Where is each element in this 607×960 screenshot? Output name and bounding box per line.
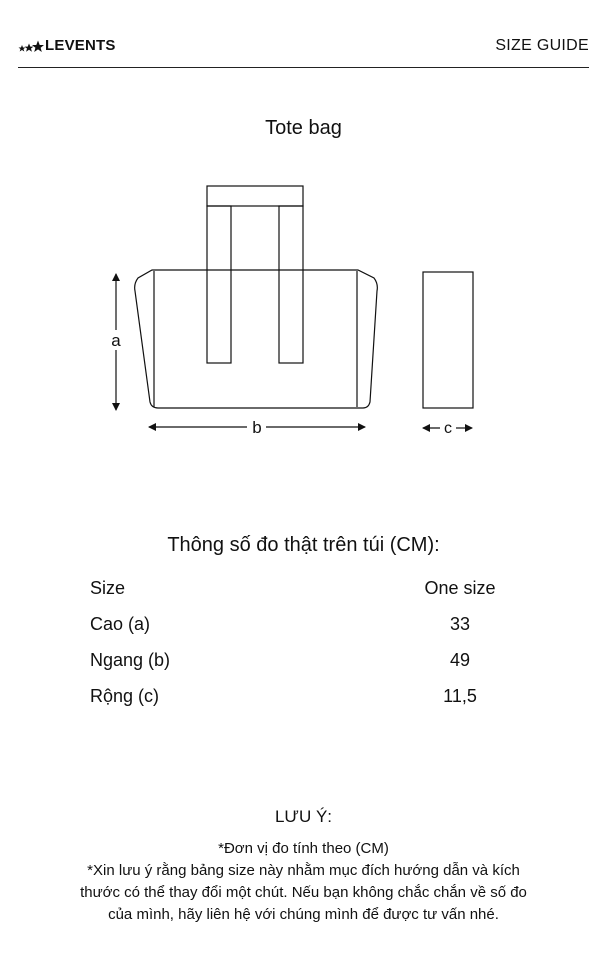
size-header-label: Size (90, 578, 126, 598)
depth-label: c (444, 420, 452, 437)
row-value: 49 (449, 650, 471, 670)
note-title: LƯU Ý: (274, 807, 333, 826)
header-divider (18, 67, 589, 68)
handle-top (207, 186, 303, 206)
tote-bag-diagram (0, 170, 607, 450)
stars-icon (18, 39, 44, 53)
bag-body (135, 270, 378, 408)
note-line: *Xin lưu ý rằng bảng size này nhằm mục đích hướng dẫn và kích (87, 862, 520, 879)
bag-outline (135, 270, 378, 408)
row-value: 33 (449, 614, 471, 634)
header (0, 0, 607, 68)
note-line: *Đơn vị đo tính theo (CM) (218, 840, 389, 857)
note-line: của mình, hãy liên hệ với chúng mình để được tư vấn nhé. (108, 906, 499, 923)
size-header-value: One size (424, 578, 496, 598)
size-table (90, 572, 520, 716)
brand-name: LEVENTS (45, 37, 116, 54)
row-value: 11,5 (443, 686, 477, 706)
table-row (90, 644, 520, 680)
width-label: b (252, 418, 262, 437)
size-table-header (90, 572, 520, 608)
size-table-title: Thông số đo thật trên túi (CM): (167, 534, 440, 556)
note-body (30, 838, 577, 926)
row-label: Ngang (b) (90, 650, 171, 670)
handle-right (279, 206, 303, 363)
note-line: thước có thể thay đổi một chút. Nếu bạn không chắc chắn về số đo (80, 884, 527, 901)
handle-left (207, 206, 231, 363)
product-title: Tote bag (265, 117, 342, 139)
page-title: SIZE GUIDE (495, 37, 589, 54)
height-label: a (111, 331, 121, 350)
bag-side-view (423, 272, 473, 408)
row-label: Rộng (c) (90, 686, 160, 706)
bag-handles (207, 186, 303, 363)
table-row (90, 680, 520, 716)
row-label: Cao (a) (90, 614, 151, 634)
brand-logo[interactable] (18, 37, 116, 55)
table-row (90, 608, 520, 644)
